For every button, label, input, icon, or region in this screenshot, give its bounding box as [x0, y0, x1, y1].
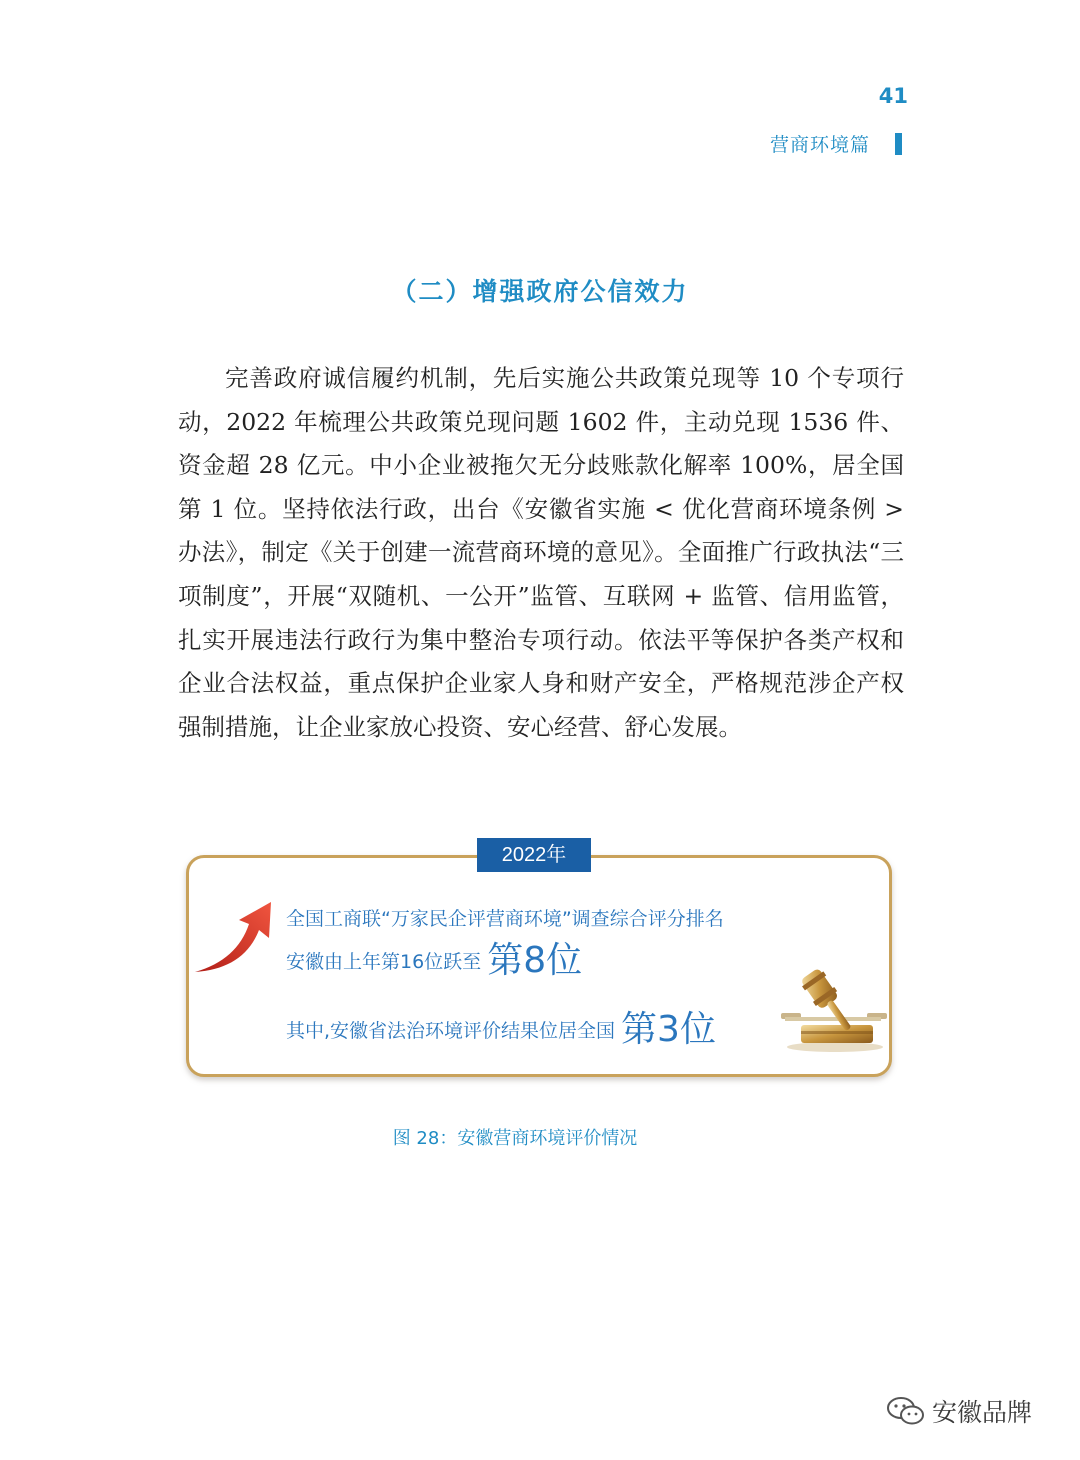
legal-rank-highlight: 第3位 [621, 1009, 716, 1050]
figure-caption: 图 28：安徽营商环境评价情况 [392, 1128, 638, 1149]
year-badge: 2022年 [477, 838, 591, 872]
red-arrow-icon [193, 898, 275, 976]
section-title: （二）增强政府公信效力 [391, 277, 689, 306]
gavel-icon [775, 955, 893, 1055]
chapter-title: 营商环境篇 [769, 134, 870, 156]
watermark [886, 1393, 1032, 1429]
rank-highlight: 第8位 [487, 940, 583, 981]
wechat-icon [886, 1395, 926, 1427]
survey-line: 全国工商联“万家民企评营商环境”调查综合评分排名 [286, 908, 724, 930]
chapter-bar [895, 133, 902, 155]
legal-rank-prefix: 其中,安徽省法治环境评价结果位居全国 [286, 1020, 616, 1042]
rank-line-prefix: 安徽由上年第16位跃至 [286, 951, 482, 973]
legal-rank-line [286, 1001, 716, 1052]
rank-line [286, 932, 582, 983]
page-number: 41 [878, 84, 908, 108]
watermark-text: 安徽品牌 [932, 1398, 1033, 1427]
body-paragraph: 完善政府诚信履约机制，先后实施公共政策兑现等 10 个专项行动，2022 年梳理公共政策兑现问题 1602 件，主动兑现 1536 件、资金超 28 亿元。中小企业被拖欠无分歧账款化解率 100%，居全国第 1 位。坚持依法行政，出台《安徽省实施 < 优化营商环境条例 > 办法》，制定《关于创建一流营商环境的意见》。全面推广行政执法“三项制度”，开展“双随机、一公开”监管、互联网 + 监管、信用监管，扎实开展违法行政行为集中整治专项行动。依法平等保护各类产权和企业合法权益，重点保护企业家人身和财产安全，严格规范涉企产权强制措施，让企业家放心投资、安心经营、舒心发展。 [178, 364, 904, 741]
